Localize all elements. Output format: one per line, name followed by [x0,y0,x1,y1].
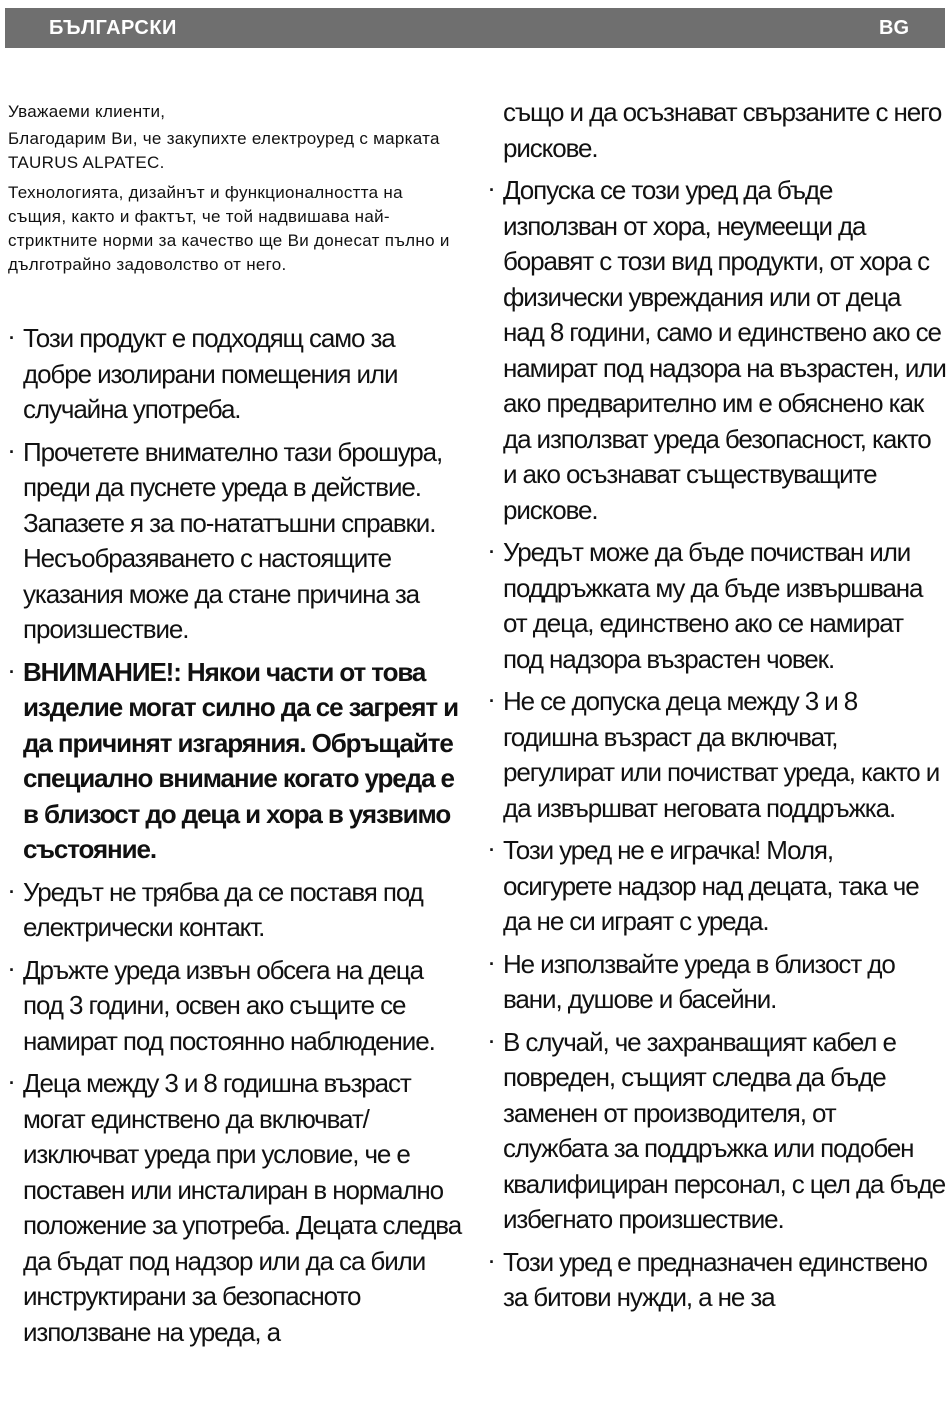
list-item [488,833,946,940]
list-item-text: Не използвайте уреда в близост до вани, душове и басейни. [503,948,895,1014]
safety-list-left [8,321,463,1350]
list-item [488,684,946,826]
warning-text: ВНИМАНИЕ!: Някои части от това изделие могат силно да се загреят и да причинят изгаряния. Обръщайте специално внимание когато уреда е в близост до деца и хора в уязвимо състояние. [23,656,458,864]
list-item-text: Този уред е предназначен единствено за битови нужди, а не за [503,1246,927,1312]
greeting-text: Уважаеми клиенти, [8,102,166,121]
page-header [5,8,945,48]
list-item [488,1025,946,1238]
bullet-icon: · [489,840,494,860]
bullet-icon: · [9,881,14,902]
continued-text: също и да осъзнават свързаните с него рискове. [503,97,942,163]
bullet-icon: · [489,1251,494,1272]
list-item [488,173,946,528]
bullet-icon: · [9,328,14,348]
list-item-text: Не се допуска деца между 3 и 8 годишна възраст да включват, регулират или почистват уреда, както и да извършват неговата поддръжка. [503,686,940,823]
list-item-text: Деца между 3 и 8 годишна възраст могат единствено да включват/изключват уреда при условие, че е поставен или инсталиран в нормално положение за употреба. Децата следва да бъдат под надзор или да са били инструктирани за безопасното използване на уреда, а [23,1068,462,1347]
bullet-icon: · [9,959,14,980]
list-item-text: Допуска се този уред да бъде използван от хора, неумеещи да боравят с този вид продукти, от хора с физически увреждания или от деца над 8 години, само и единствено ако се намират под надзора на възрастен, или ако предварително им е обяснено как да използват уреда безопасност, както и ако осъзнават съществуващите рискове. [503,175,946,525]
right-column [488,95,946,1323]
bullet-icon: · [489,1031,494,1052]
list-item-text: Този уред не е играчка! Моля, осигурете надзор над децата, така че да не си играят с уреда. [503,835,919,936]
list-item-text: В случай, че захранващият кабел е повреден, същият следва да бъде заменен от производителя, от службата за поддръжка или подобен квалифициран персонал, с цел да бъде избегнато произшествие. [503,1026,946,1234]
list-item-text: Дръжте уреда извън обсега на деца под 3 години, освен ако същите се намират под постоянно наблюдение. [23,954,435,1056]
list-item-text: Уредът може да бъде почистван или поддръжката му да бъде извършвана от деца, единствено ако се намират под надзора възрастен човек. [503,537,923,674]
list-item [488,1245,946,1316]
list-item [8,1066,463,1350]
list-item [8,321,463,428]
list-item-text: Прочетете внимателно тази брошура, преди да пуснете уреда в действие. Запазете я за по-нататъшни справки. Несъобразяването с настоящите указания може да стане причина за произшествие. [23,436,443,644]
language-code: BG [879,17,909,39]
thanks-text: Благодарим Ви, че закупихте електроуред с марката TAURUS ALPATEC. [8,129,440,172]
bullet-icon: · [489,542,494,562]
list-item [8,875,463,946]
warning-item [8,655,463,868]
list-item [488,947,946,1018]
intro-section [8,100,463,277]
bullet-icon: · [489,953,494,974]
technology-text: Технологията, дизайнът и функционалността на същия, както и фактът, че той надвишава най-стриктните норми за качество ще Ви донесат пълно и дълготрайно задоволство от него. [8,183,450,274]
bullet-icon: · [9,661,14,682]
list-item [8,953,463,1060]
list-item [488,535,946,677]
bullet-icon: · [9,1073,14,1093]
language-label: БЪЛГАРСКИ [49,17,177,39]
list-item-text: Уредът не трябва да се поставя под електрически контакт. [23,876,423,942]
left-column [8,100,463,1357]
list-item-text: Този продукт е подходящ само за добре изолирани помещения или случайна употреба. [23,323,398,424]
safety-list-right [488,173,946,1316]
bullet-icon: · [489,180,494,200]
list-item [8,435,463,648]
bullet-icon: · [489,691,494,711]
bullet-icon: · [9,441,14,462]
